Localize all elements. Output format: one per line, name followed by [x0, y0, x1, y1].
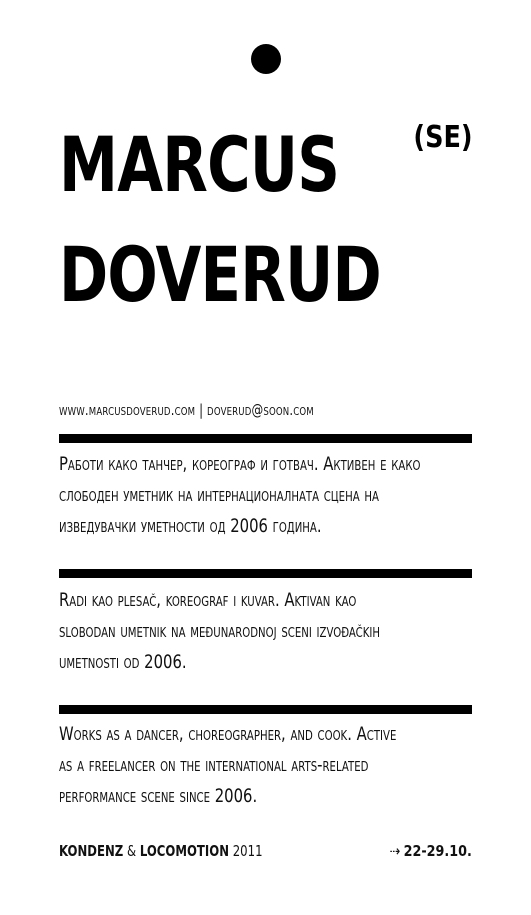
divider-rule-3 [59, 705, 472, 714]
artist-last-name: DOVERUD [59, 230, 381, 319]
bio-line: performance scene since 2006. [59, 785, 258, 807]
dates-text: 22-29.10. [403, 842, 472, 860]
bio-line: Works as a dancer, choreographer, and cook. Active [59, 723, 397, 745]
bio-line: слободен уметник на интернационалната сцена на [59, 484, 379, 506]
artist-name [59, 110, 381, 330]
artist-first-name: MARCUS [59, 120, 340, 209]
festival-year: 2011 [229, 842, 263, 860]
performance-dates [390, 841, 472, 861]
festival-ampersand: & [123, 842, 140, 860]
bio-line: Radi kao plesač, koreograf i kuvar. Aktivan kao [59, 589, 357, 611]
bio-english [59, 719, 472, 812]
bio-macedonian [59, 449, 472, 542]
bio-line: Работи како танчер, кореограф и готвач. Активен е како [59, 453, 421, 475]
arrow-right-icon: ⇢ [389, 842, 401, 860]
tag-hole [251, 44, 281, 74]
festival-name-kondenz: KONDENZ [59, 842, 124, 860]
website-link[interactable]: www.marcusdoverud.com [59, 401, 196, 419]
festival-credit [59, 841, 263, 861]
contact-separator: | [195, 401, 208, 419]
festival-name-locomotion: LOCOMOTION [139, 842, 230, 860]
email-link[interactable]: doverud@soon.com [207, 401, 314, 419]
divider-rule-2 [59, 569, 472, 578]
country-code: (SE) [413, 120, 473, 155]
bio-line: изведувачки уметности од 2006 година. [59, 515, 322, 537]
bio-line: umetnosti od 2006. [59, 651, 187, 673]
bio-line: as a freelancer on the international arts-related [59, 754, 369, 776]
bio-line: slobodan umetnik na međunarodnoj sceni izvođačkih [59, 620, 381, 642]
divider-rule-1 [59, 434, 472, 443]
contact-line [59, 400, 314, 420]
bio-serbian [59, 585, 472, 678]
